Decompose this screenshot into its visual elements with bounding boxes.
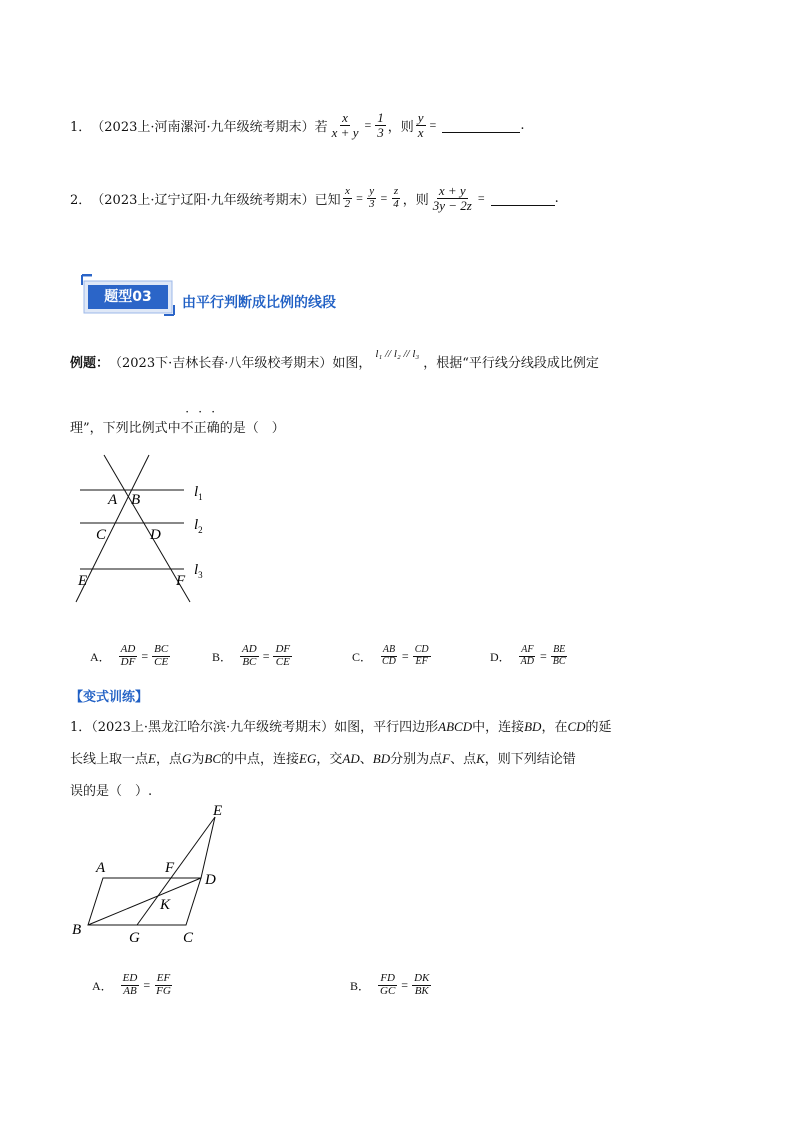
fraction: $\frac{x + y}{3y - 2z}$ [432, 182, 472, 213]
label-C: C [96, 527, 107, 543]
label-l3: $l_3$ [194, 562, 203, 580]
parallelogram-figure [68, 802, 238, 950]
question-source: （2023上·河南漯河·九年级统考期末） [91, 119, 315, 135]
label-A: A [108, 492, 118, 508]
label-F: F [165, 860, 175, 876]
badge-label: 题型03 [104, 289, 152, 305]
question-1: 1． （2023上·河南漯河·九年级统考期末） 若 $\frac{x}{x + y}$ = $\frac{1}{3}$ ，则 $\frac{y}{x}$ = . [70, 109, 525, 140]
section-title: 由平行判断成比例的线段 [182, 295, 336, 311]
example-line-1: 例题： （2023下·吉林长春·八年级校考期末）如图， l₁ // l₂ // l₃ ，根据“平行线分线段成比例定 [70, 347, 599, 371]
segment-eg [137, 817, 215, 925]
segment-bd [88, 878, 201, 925]
example-line-2: 理”，下列比例式中不正确的是（ ） [70, 421, 285, 436]
option-a[interactable]: A． $\frac{AD}{DF}$ = $\frac{BC}{CE}$ [90, 642, 169, 668]
fraction: $\frac{y}{x}$ [417, 109, 424, 140]
label-B: B [131, 492, 141, 508]
question-number: 2． [70, 192, 92, 208]
option-b[interactable]: B． $\frac{FD}{GC}$ = $\frac{DK}{BK}$ [350, 971, 430, 997]
question-2: 2． （2023上·辽宁辽阳·九年级统考期末） 已知 $\frac{x}{2}$ = $\frac{y}{3}$ = $\frac{z}{4}$ ，则 $\frac{x + y}{3y - 2z}$ = . [70, 182, 559, 213]
practice-line-2: 长线上取一点E，点G为BC的中点，连接EG，交AD、BD分别为点F、点K，则下列结论错 [70, 751, 576, 767]
label-D: D [205, 872, 216, 888]
label-C: C [183, 930, 194, 946]
question-source: （2023上·辽宁辽阳·九年级统考期末） [91, 192, 315, 208]
option-a[interactable]: A． $\frac{ED}{AB}$ = $\frac{EF}{FG}$ [92, 971, 171, 997]
fraction: $\frac{z}{4}$ [393, 184, 399, 210]
option-c[interactable]: C． $\frac{AB}{CD}$ = $\frac{CD}{EF}$ [352, 644, 429, 667]
example-options [90, 636, 610, 676]
option-d[interactable]: D． $\frac{AF}{AD}$ = $\frac{BE}{BC}$ [490, 644, 566, 667]
example-label: 例题： [70, 356, 110, 371]
fraction: $\frac{x}{2}$ [344, 184, 351, 210]
practice-line-3: 误的是（ ）. [70, 784, 153, 799]
practice-line-1: 1．（2023上·黑龙江哈尔滨·九年级统考期末）如图，平行四边形ABCD中，连接BD，在CD的延 [70, 719, 612, 735]
fraction: $\frac{y}{3}$ [368, 184, 375, 210]
label-B: B [72, 922, 82, 938]
practice-options [92, 963, 472, 1007]
practice-header: 【变式训练】 [70, 690, 149, 705]
label-E: E [213, 803, 223, 819]
parallel-lines-figure [72, 452, 222, 607]
question-number: 1． [70, 119, 92, 135]
label-A: A [96, 860, 106, 876]
label-l2: $l_2$ [194, 517, 203, 535]
label-D: D [150, 527, 161, 543]
label-F: F [176, 573, 186, 589]
option-b[interactable]: B． $\frac{AD}{BC}$ = $\frac{DF}{CE}$ [212, 642, 291, 668]
label-l1: $l_1$ [194, 484, 203, 502]
fraction: $\frac{1}{3}$ [377, 109, 384, 140]
label-K: K [160, 897, 171, 913]
label-E: E [78, 573, 88, 589]
answer-blank[interactable] [491, 191, 555, 206]
label-G: G [129, 930, 140, 946]
fraction: $\frac{x}{x + y}$ [331, 109, 359, 140]
parallel-condition: l₁ // l₂ // l₃ [375, 347, 420, 360]
section-badge [80, 273, 176, 317]
answer-blank[interactable] [442, 118, 520, 133]
